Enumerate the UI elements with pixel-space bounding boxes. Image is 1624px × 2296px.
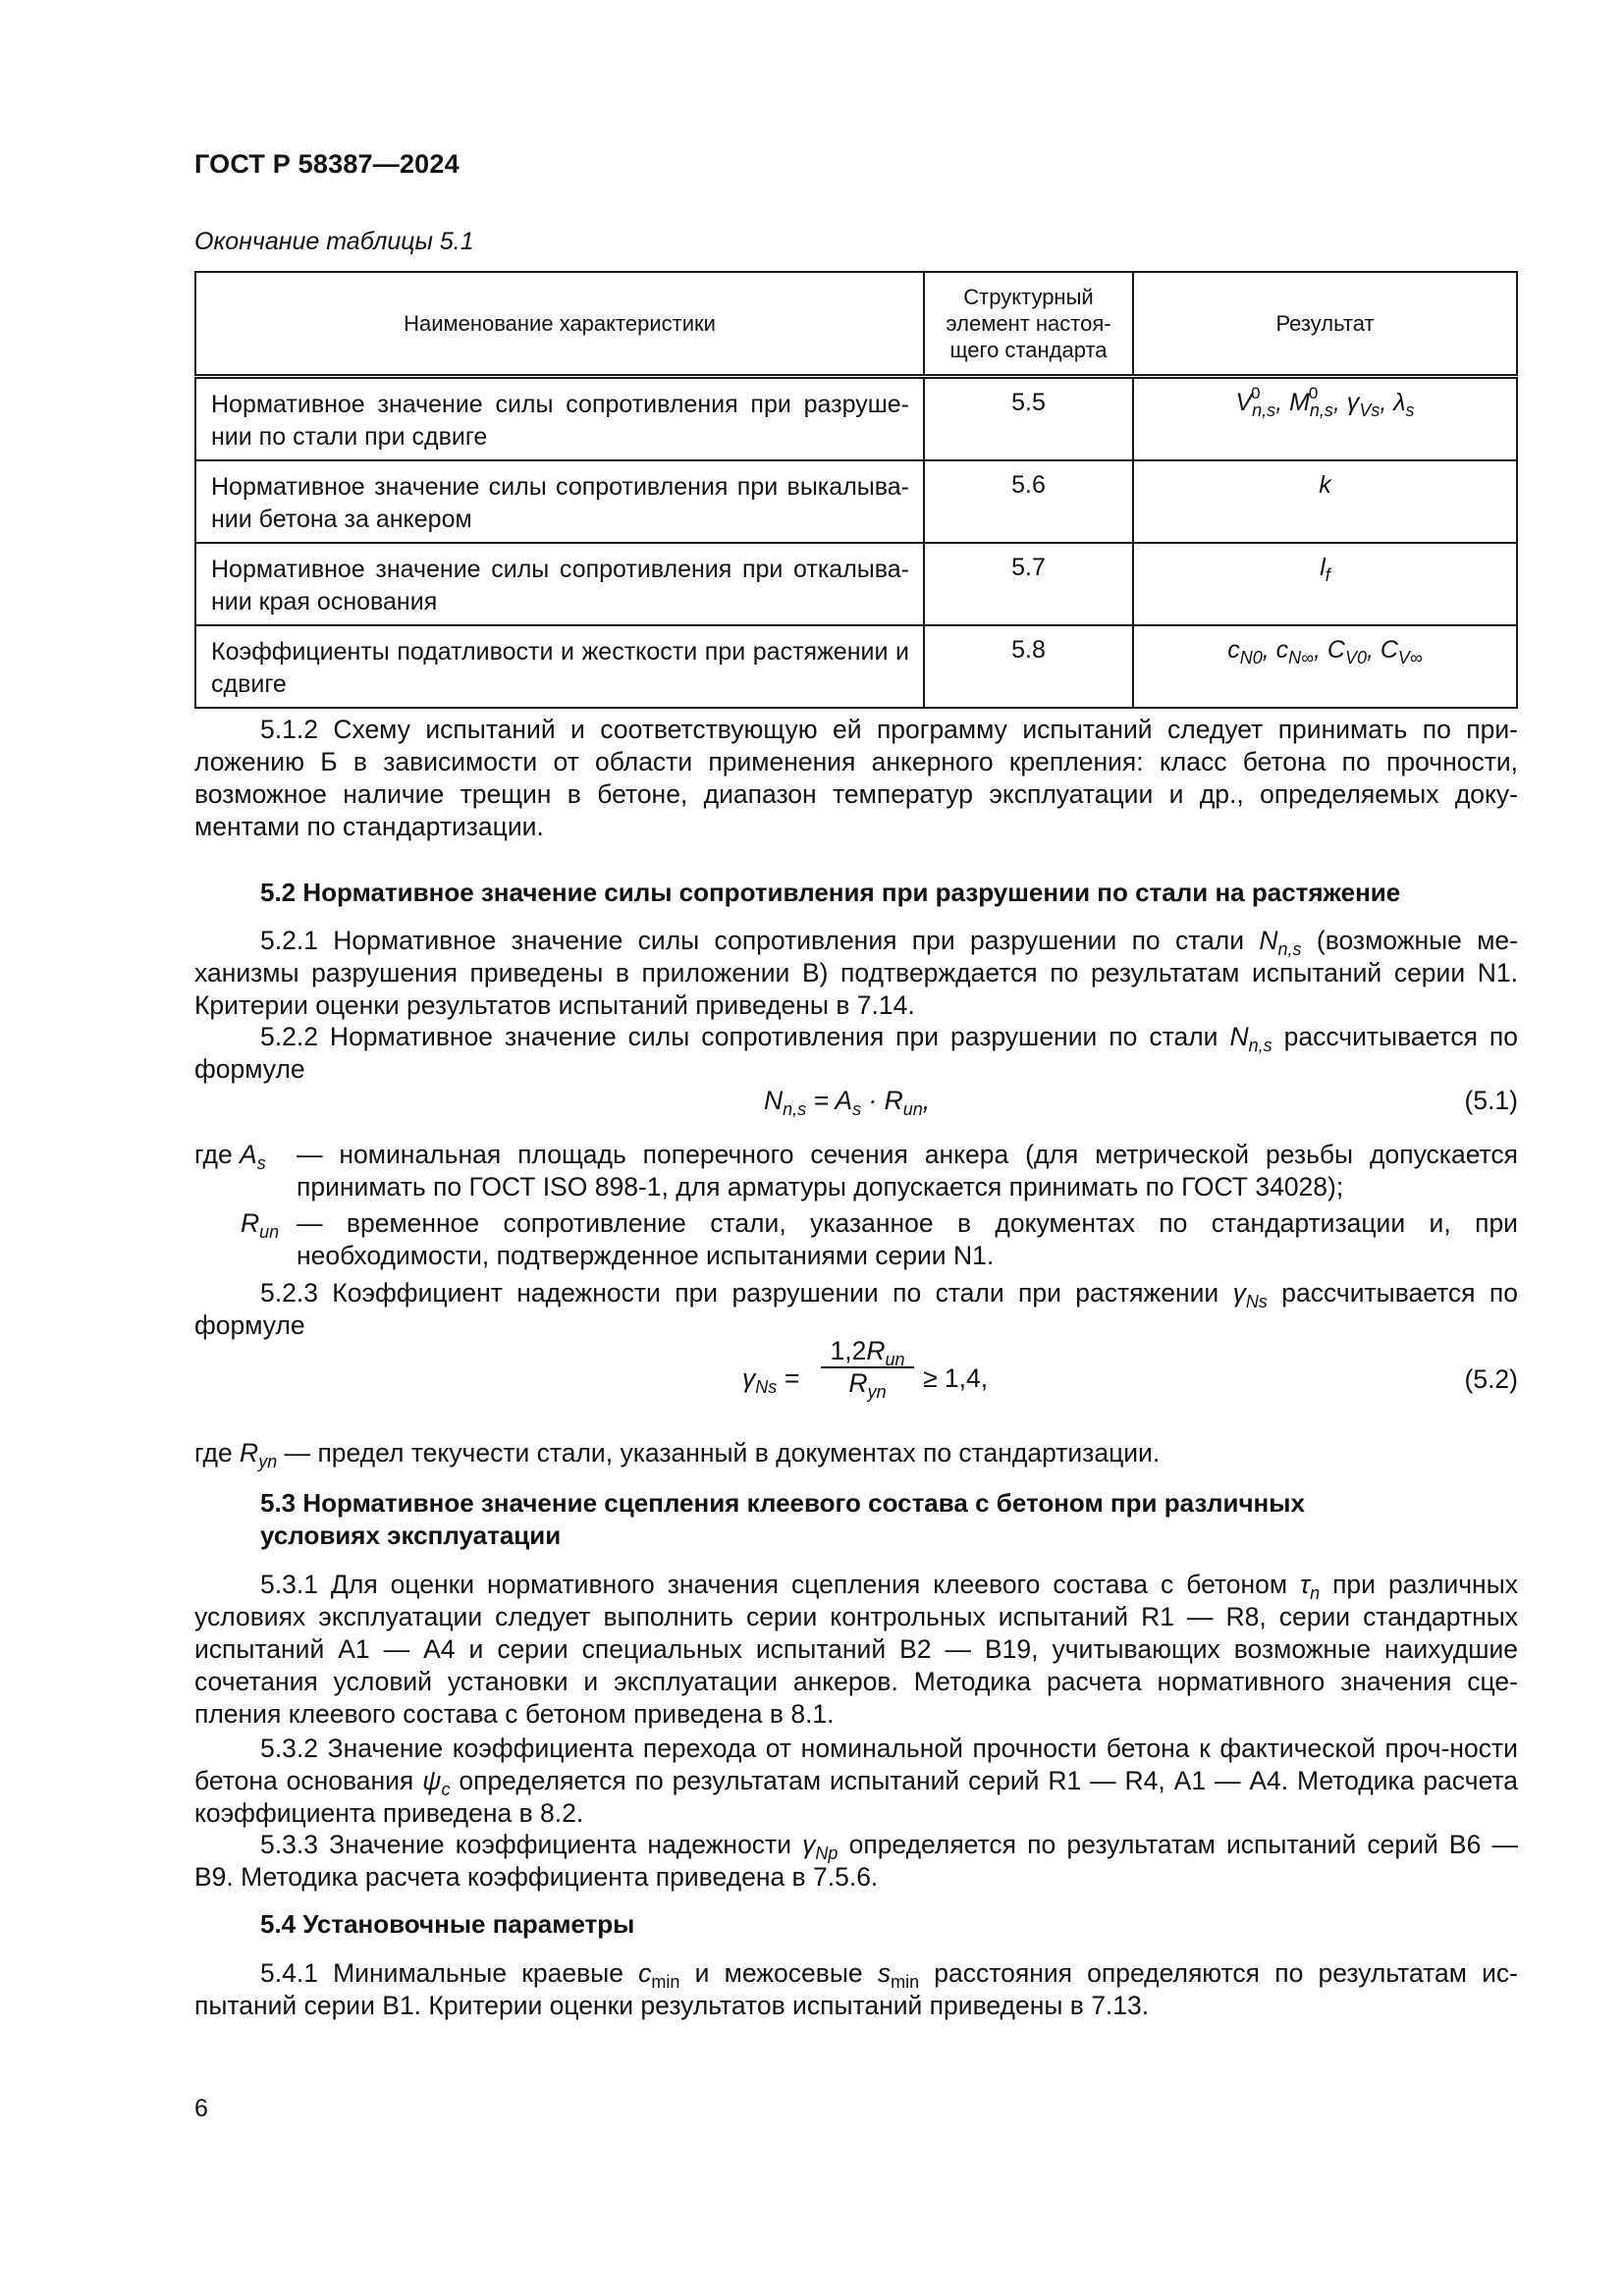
where-as: где $A_s$ — номинальная площадь поперечного сечения анкера (для метрической резьбы допускается принимать по ГОСТ ISO 898-1, для арматуры допускается принимать по ГОСТ 34028);	[194, 1140, 1518, 1201]
row-result-formula: V 0 $_{n,s}$, M 0 $_{n,s}$, $\gamma_{Vs}$, $\lambda_s$	[1133, 377, 1517, 461]
equation-number-5-1: (5.1)	[1464, 1086, 1518, 1115]
row-ref: 5.8	[924, 625, 1133, 708]
paragraph-5-3-3: 5.3.3 Значение коэффициента надежности $\gamma_{Np}$ определяется по результатам испытаний серий В6 — В9. Методика расчета коэффициента приведена в 7.5.6.	[194, 1830, 1518, 1892]
table-row	[195, 377, 1517, 461]
paragraph-5-2-1: 5.2.1 Нормативное значение силы сопротивления при разрушении по стали $N_{n,s}$ (возможные ме-ханизмы разрушения приведены в приложении В) подтверждается по результатам испытаний серии N1. Критерии оценки результатов испытаний приведены в 7.14.	[194, 926, 1518, 1020]
row-result: l	[1320, 554, 1326, 581]
paragraph-5-4-1: 5.4.1 Минимальные краевые $c_{min}$ и межосевые $s_{min}$ расстояния определяются по результатам ис-пытаний серии В1. Критерии оценки результатов испытаний приведены в 7.13.	[194, 1958, 1518, 2020]
paragraph-5-1-2: 5.1.2 Схему испытаний и соответствующую ей программу испытаний следует принимать по при-ложению Б в зависимости от области применения анкерного крепления: класс бетона по прочности, возможное наличие трещин в бетоне, диапазон температур эксплуатации и др., определяемых доку-ментами по стандартизации.	[194, 715, 1518, 841]
row-name: Нормативное значение силы сопротивления при разруше-нии по стали при сдвиге	[195, 377, 924, 461]
row-name: Коэффициенты податливости и жесткости при растяжении и сдвиге	[195, 625, 924, 708]
row-result: k	[1133, 460, 1517, 543]
table-row	[195, 460, 1517, 543]
table-row	[195, 625, 1517, 708]
page-number: 6	[194, 2095, 208, 2122]
table-header-row	[195, 272, 1517, 377]
column-header-result: Результат	[1133, 272, 1517, 377]
document-code: ГОСТ Р 58387—2024	[194, 149, 460, 179]
where-run: $R_{un}$ — временное сопротивление стали, указанное в документах по стандартизации и, при необходимости, подтвержденное испытаниями серии N1.	[241, 1208, 1518, 1270]
document-page: ГОСТ Р 58387—2024 Окончание таблицы 5.1 Наименование характеристики Структурный элемент настоя-щего стандарта Результат Нормативное значение силы сопротивления при разруше-нии по стали при сдвиге 5.5 V 0 $_{n,s}$, M 0 $_{n,s}$, $\gamma_{Vs}$, $\lambda_s$ Нормативное значение силы сопротивления при выкалыва-нии бетона за анкером 5.6 k Нормативное значение силы сопротивления при откалыва-нии края основания 5.7 $l_f$ Коэффициенты податливости и жесткости при растяжении и сдвиге 5.8 $c_{N0}$, $c_{N\infty}$, $C_{V0}$, $C_{V\infty}$ 5.1.2 Схему испытаний и соответствующую ей программу испытаний следует принимать по при-ложению Б в зависимости от области применения анкерного крепления: класс бетона по прочности, возможное наличие трещин в бетоне, диапазон температур эксплуатации и др., определяемых доку-ментами по стандартизации. 5.2 Нормативное значение силы сопротивления при разрушении по стали на растяжение 5.2.1 Нормативное значение силы сопротивления при разрушении по стали $N_{n,s}$ (возможные ме-ханизмы разрушения приведены в приложении В) подтверждается по результатам испытаний серии N1. Критерии оценки результатов испытаний приведены в 7.14. 5.2.2 Нормативное значение силы сопротивления при разрушении по стали $N_{n,s}$ рассчитывается по формуле $N_{n,s} = A_s \cdot R_{un}$, (5.1) где $A_s$ — номинальная площадь поперечного сечения анкера (для метрической резьбы допускается принимать по ГОСТ ISO 898-1, для арматуры допускается принимать по ГОСТ 34028); $R_{un}$ — временное сопротивление стали, указанное в документах по стандартизации и, при необходимости, подтвержденное испытаниями серии N1. 5.2.3 Коэффициент надежности при разрушении по стали при растяжении $\gamma_{Ns}$ рассчитывается по формуле $\gamma_{Ns}$ = $1,2R_{un}$ $R_{yn}$ ≥ 1,4, (5.2) где $R_{yn}$ — предел текучести стали, указанный в документах по стандартизации. 5.3 Нормативное значение сцепления клеевого состава с бетоном при различных условиях эксплуатации 5.3.1 Для оценки нормативного значения сцепления клеевого состава с бетоном $\tau_n$ при различных условиях эксплуатации следует выполнить серии контрольных испытаний R1 — R8, серии стандартных испытаний А1 — А4 и серии специальных испытаний В2 — В19, учитывающих возможные наихудшие сочетания условий установки и эксплуатации анкеров. Методика расчета нормативного значения сце-пления клеевого состава с бетоном приведена в 8.1. 5.3.2 Значение коэффициента перехода от номинальной прочности бетона к фактической проч-ности бетона основания $\psi_c$ определяется по результатам испытаний серий R1 — R4, А1 — А4. Методика расчета коэффициента приведена в 8.2. 5.3.3 Значение коэффициента надежности $\gamma_{Np}$ определяется по результатам испытаний серий В6 — В9. Методика расчета коэффициента приведена в 7.5.6. 5.4 Установочные параметры 5.4.1 Минимальные краевые $c_{min}$ и межосевые $s_{min}$ расстояния определяются по результатам ис-пытаний серии В1. Критерии оценки результатов испытаний приведены в 7.13. 6	[194, 149, 1519, 2122]
table-caption: Окончание таблицы 5.1	[194, 228, 474, 255]
paragraph-5-2-3: 5.2.3 Коэффициент надежности при разрушении по стали при растяжении $\gamma_{Ns}$ рассчитывается по формуле	[194, 1278, 1518, 1340]
column-header-ref: Структурный элемент настоя-щего стандарта	[924, 272, 1133, 377]
equation-number-5-2: (5.2)	[1464, 1364, 1518, 1394]
where-ryn: где $R_{yn}$ — предел текучести стали, указанный в документах по стандартизации.	[194, 1438, 1161, 1471]
formula-5-1: $N_{n,s} = A_s \cdot R_{un}$,	[764, 1086, 931, 1119]
row-name: Нормативное значение силы сопротивления при выкалыва-нии бетона за анкером	[195, 460, 924, 543]
row-ref: 5.6	[924, 460, 1133, 543]
paragraph-5-3-2: 5.3.2 Значение коэффициента перехода от номинальной прочности бетона к фактической проч-ности бетона основания $\psi_c$ определяется по результатам испытаний серий R1 — R4, А1 — А4. Методика расчета коэффициента приведена в 8.2.	[194, 1734, 1519, 1828]
paragraph-5-3-1: 5.3.1 Для оценки нормативного значения сцепления клеевого состава с бетоном $\tau_n$ при различных условиях эксплуатации следует выполнить серии контрольных испытаний R1 — R8, серии стандартных испытаний А1 — А4 и серии специальных испытаний В2 — В19, учитывающих возможные наихудшие сочетания условий установки и эксплуатации анкеров. Методика расчета нормативного значения сце-пления клеевого состава с бетоном приведена в 8.1.	[194, 1570, 1518, 1729]
column-header-name: Наименование характеристики	[195, 272, 924, 377]
row-ref: 5.5	[924, 377, 1133, 461]
table-row	[195, 543, 1517, 625]
characteristics-table	[194, 271, 1518, 709]
paragraph-5-2-2: 5.2.2 Нормативное значение силы сопротивления при разрушении по стали $N_{n,s}$ рассчитывается по формуле	[194, 1022, 1518, 1084]
row-name: Нормативное значение силы сопротивления при откалыва-нии края основания	[195, 543, 924, 625]
row-result-formula: $l_f$	[1133, 543, 1517, 625]
section-heading-5-2: 5.2 Нормативное значение силы сопротивления при разрушении по стали на растяжение	[260, 878, 1401, 907]
section-heading-5-3: 5.3 Нормативное значение сцепления клеевого состава с бетоном при различных условиях эксплуатации	[260, 1488, 1305, 1550]
row-ref: 5.7	[924, 543, 1133, 625]
section-heading-5-4: 5.4 Установочные параметры	[260, 1909, 635, 1939]
row-result-formula: $c_{N0}$, $c_{N\infty}$, $C_{V0}$, $C_{V\infty}$	[1133, 625, 1517, 708]
